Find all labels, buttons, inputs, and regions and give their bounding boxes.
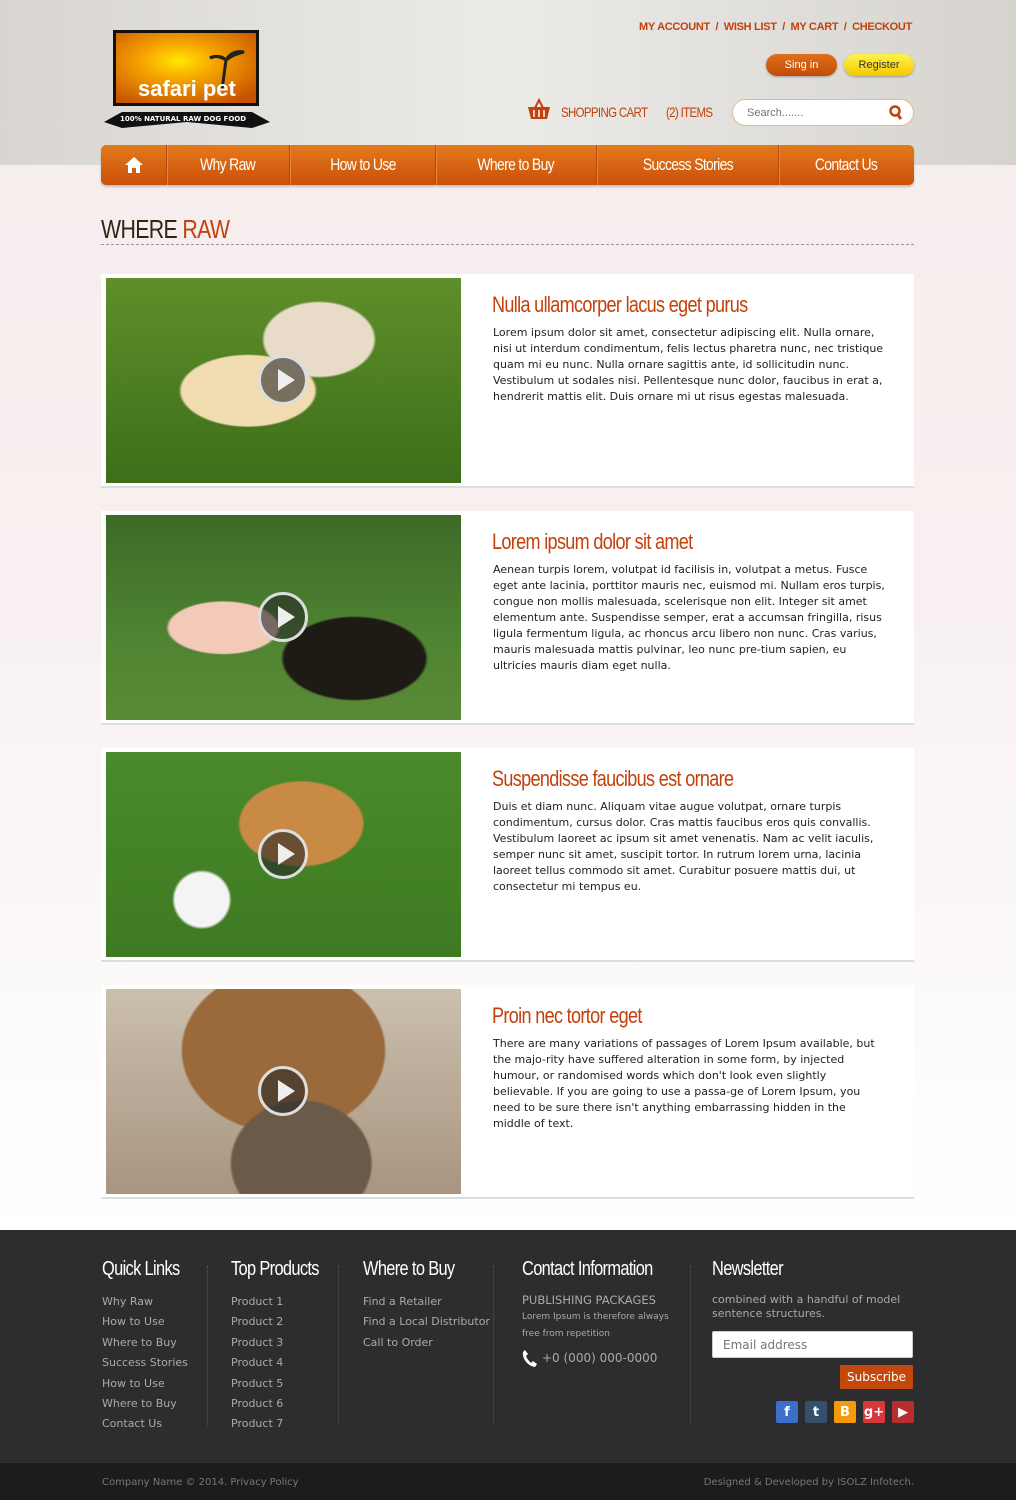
article-title[interactable]: Lorem ipsum dolor sit amet: [492, 529, 693, 554]
youtube-icon[interactable]: ▶: [892, 1401, 914, 1423]
email-input[interactable]: [712, 1331, 913, 1358]
divider: [338, 1266, 339, 1426]
wish-list-link[interactable]: WISH LIST: [723, 21, 777, 33]
article-card: [101, 511, 914, 725]
search-box: [732, 99, 914, 126]
sign-in-button[interactable]: Sing in: [766, 54, 837, 76]
phone-number[interactable]: +0 (000) 000-0000: [542, 1351, 658, 1365]
logo[interactable]: [102, 30, 272, 130]
where-to-buy-column: Where to Buy Find a Retailer Find a Local Distributor Call to Order: [363, 1256, 490, 1356]
contact-column: Contact Information PUBLISHING PACKAGES Lorem Ipsum is therefore always free from repetition +0 (000) 000-0000: [522, 1258, 669, 1365]
divider: [207, 1266, 208, 1426]
nav-home[interactable]: [101, 145, 167, 185]
my-account-link[interactable]: MY ACCOUNT: [639, 21, 710, 33]
facebook-icon[interactable]: f: [776, 1401, 798, 1423]
article-title[interactable]: Suspendisse faucibus est ornare: [492, 766, 734, 791]
article-text: There are many variations of passages of Lorem Ipsum available, but the majo-rity have suffered alteration in some form, by injected humour, or randomised words which don't look even slightly believable. If you are going to use a passa-ge of Lorem Ipsum, you need to be sure there isn't anything embarrassing hidden in the middle of text.: [493, 1037, 875, 1130]
puppies-image: [106, 278, 461, 483]
puppy-ball-image: [106, 752, 461, 957]
top-products-column: Top Products Product 1 Product 2 Product 3 Product 4 Product 5 Product 6 Product 7: [231, 1256, 338, 1438]
main-nav: [101, 145, 914, 185]
article-title[interactable]: Nulla ullamcorper lacus eget purus: [492, 292, 748, 317]
quick-links-column: Quick Links Why Raw How to Use Where to Buy Success Stories How to Use Where to Buy Contact Us: [102, 1256, 197, 1438]
divider: [493, 1266, 494, 1426]
svg-text:100% NATURAL RAW DOG FOOD: 100% NATURAL RAW DOG FOOD: [120, 115, 247, 123]
google-plus-icon[interactable]: g+: [863, 1401, 885, 1423]
top-links: MY ACCOUNT / WISH LIST / MY CART / CHECKOUT: [639, 21, 912, 33]
product-link[interactable]: Product 6: [231, 1396, 284, 1410]
home-icon: [124, 156, 144, 174]
article-card: [101, 748, 914, 962]
footer-link[interactable]: Find a Local Distributor: [363, 1315, 490, 1329]
phone-icon: [522, 1349, 538, 1367]
footer-link[interactable]: How to Use: [102, 1376, 165, 1390]
article-card: [101, 985, 914, 1199]
logo-icon: [102, 30, 272, 130]
checkout-link[interactable]: CHECKOUT: [852, 21, 912, 33]
article-title[interactable]: Proin nec tortor eget: [492, 1003, 642, 1028]
product-link[interactable]: Product 1: [231, 1295, 284, 1308]
divider: [690, 1266, 691, 1426]
play-video-icon[interactable]: [258, 592, 308, 642]
bottom-bar: [0, 1463, 1016, 1500]
article-card: [101, 274, 914, 488]
shopping-cart-label[interactable]: SHOPPING CART: [561, 104, 648, 120]
footer-link[interactable]: Success Stories: [102, 1356, 188, 1370]
shopping-cart-icon[interactable]: [527, 98, 551, 122]
footer: [0, 1230, 1016, 1463]
article-text: Lorem ipsum dolor sit amet, consectetur adipiscing elit. Nulla ornare, nisi ut interdum condimentum, felis lectus pharetra nunc, nec tristique quam mi eu nunc. Nulla ornare sagittis ante, id sollicitudin nunc. Vestibulum ut sodales nisi. Pellentesque nunc dolor, faucibus in erat a, hendrerit mattis elit. Duis ornare mi ut risus egestas malesuada.: [493, 326, 884, 403]
register-button[interactable]: Register: [844, 54, 914, 76]
nav-how-to-use[interactable]: How to Use: [290, 145, 436, 185]
search-input[interactable]: [747, 104, 887, 122]
product-link[interactable]: Product 4: [231, 1356, 284, 1370]
footer-link[interactable]: How to Use: [102, 1315, 165, 1329]
dog-eating-image: [106, 989, 461, 1194]
newsletter-column: Newsletter combined with a handful of model sentence structures. Email address Subscribe f t B g+ ▶: [712, 1256, 914, 1423]
play-video-icon[interactable]: [258, 355, 308, 405]
play-video-icon[interactable]: [258, 1066, 308, 1116]
product-link[interactable]: Product 2: [231, 1315, 284, 1329]
page-title: WHERE RAW: [101, 214, 914, 245]
cart-items-count: (2) ITEMS: [666, 104, 713, 120]
my-cart-link[interactable]: MY CART: [790, 21, 839, 33]
footer-link[interactable]: Call to Order: [363, 1335, 433, 1349]
play-video-icon[interactable]: [258, 829, 308, 879]
baby-puppies-image: [106, 515, 461, 720]
social-links: [712, 1401, 914, 1423]
nav-why-raw[interactable]: Why Raw: [167, 145, 290, 185]
search-icon[interactable]: [889, 105, 903, 121]
tumblr-icon[interactable]: t: [805, 1401, 827, 1423]
logo-text: safari pet: [138, 76, 236, 101]
product-link[interactable]: Product 3: [231, 1335, 284, 1349]
blogger-icon[interactable]: B: [834, 1401, 856, 1423]
nav-where-to-buy[interactable]: Where to Buy: [436, 145, 597, 185]
subscribe-button[interactable]: Subscribe: [840, 1365, 913, 1389]
footer-link[interactable]: Contact Us: [102, 1417, 163, 1431]
copyright[interactable]: Company Name © 2014. Privacy Policy: [102, 1477, 299, 1488]
footer-link[interactable]: Where to Buy: [102, 1396, 177, 1410]
product-link[interactable]: Product 7: [231, 1417, 284, 1431]
product-link[interactable]: Product 5: [231, 1376, 284, 1390]
article-text: Aenean turpis lorem, volutpat id facilisis in, volutpat a metus. Fusce eget ante lacinia, porttitor mauris nec, euismod mi. Nullam eros turpis, congue non mollis malesuada, scelerisque non elit. Integer sit amet elementum ante. Suspendisse semper, erat a accumsan fringilla, risus ligula fermentum ligula, ac rhoncus arcu libero non nunc. Cras varius, mauris malesuada mattis pulvinar, leo nunc pre-tium sapien, eu ultricies mauris diam eget nulla.: [493, 563, 885, 672]
developer-credit: Designed & Developed by ISOLZ Infotech.: [703, 1477, 914, 1488]
footer-link[interactable]: Why Raw: [102, 1295, 153, 1308]
article-text: Duis et diam nunc. Aliquam vitae augue volutpat, ornare turpis condimentum, cursus dolor. Cras mattis faucibus eros quis convallis. Vestibulum laoreet ac ipsum sit amet venenatis. Nam ac velit iaculis, semper nunc sit amet, suscipit tortor. In rutrum lorem urna, lacinia laoreet tellus commodo sit amet. Curabitur posuere mattis dui, ut consectetur mi tempus eu.: [493, 800, 874, 893]
footer-link[interactable]: Where to Buy: [102, 1335, 177, 1349]
footer-link[interactable]: Find a Retailer: [363, 1295, 442, 1308]
nav-success-stories[interactable]: Success Stories: [597, 145, 779, 185]
nav-contact-us[interactable]: Contact Us: [815, 155, 878, 174]
